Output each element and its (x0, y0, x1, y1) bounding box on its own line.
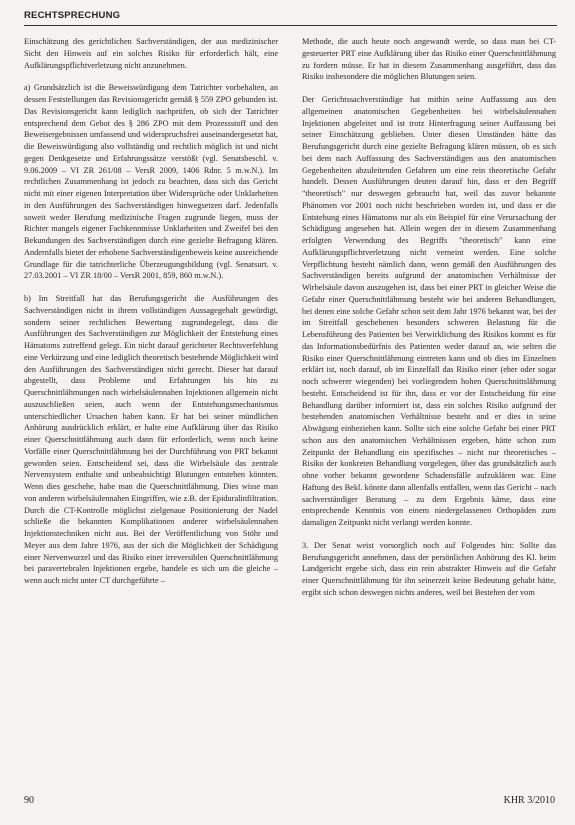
paragraph: Der Gerichtssachverständige hat mithin seine Auffassung aus den allgemeinen anatomischen Gegebenheiten bei wirbelsäulennahen Injektionen abgeleitet und ist trotz Hinterfragung seiner Auffassung bei seiner Einschätzung geblieben. Unter diesen Umständen hätte das Berufungsgericht durch eine gezielte Befragung klären müssen, ob es sich bei dem nach Auffassung des Sachverständigen aus den anatomischen Gegebenheiten abzuleitenden Gefahren um eine rein theoretische Gefahr handelt. Dessen Ausführungen deuten darauf hin, dass er den Begriff "theoretisch" nur deswegen gebraucht hat, weil das zuvor bekannte Phänomen vor 2001 noch nicht beschrieben worden ist, und dass er die Entstehung eines Hämatoms nur als ein Beispiel für eine Verursachung der Schädigung angesehen hat. Allein wegen der in diesem Zusammenhang erfolgten Verwendung des Begriffs "theoretisch" kann eine Aufklärungspflichtverletzung nicht verneint werden. Eine solche Verpflichtung besteht nämlich dann, wenn gemäß den Ausführungen des Sachverständigen bereits aufgrund der anatomischen Verhältnisse der Wirbelsäule davon auszugehen ist, dass bei einer PRT in gleicher Weise die Gefahr einer Querschnittlähmung besteht wie bei anderen Behandlungen, bei denen eine solche Gefahr schon seit dem Jahr 1976 bekannt war, bei der im Streitfall geschehenen besonders schweren Belastung für die Lebensführung des Patienten bei Verwirklichung des Risikos kommt es für das Informationsbedürfnis des Patienten weder darauf an, wie selten die Risiko einer Querschnittlähmung eintreten kann und ob dies im Einzelnen erklärt ist, noch darauf, ob im Einzelfall das Risiko einer (eher oder sogar noch schwerer wiegenden) bei vorliegendem hohen Querschnittslähmung besteht. Entscheidend ist für ihn, dass er vor der Entscheidung für eine Behandlung darüber informiert ist, dass ein solches Risiko aufgrund der bestehenden anatomischen Verhältnisse besteht und er dies in seine Abwägung einbeziehen kann. Sollte sich eine solche Gefahr bei einer PRT schon aus den anatomischen Verhältnissen ergeben, hätte schon zum Zeitpunkt der Behandlung ein spezifisches – nicht nur theoretisches – Risiko der konkreten Behandlung vorgelegen, über das grundsätzlich auch ohne vorher bekannt gewordene Schadensfälle aufzuklären war. Eine Haftung des Bekl. könnte dann allenfalls entfallen, wenn das Gericht – nach sachverständiger Beratung – zu dem Ergebnis käme, dass eine entsprechende Kenntnis von einem niedergelassenen Orthopäden zum damaligen Zeitpunkt nicht verlangt werden konnte. (302, 95, 556, 527)
paragraph: 3. Der Senat weist vorsorglich noch auf Folgendes hin: Sollte das Berufungsgericht annehmen, dass der persönlichen Anhörung des Kl. beim Landgericht ergebe sich, dass ein rein abstrakter Hinweis auf die Gefahr einer Querschnittlähmung für ihn seinerzeit keine Bedeutung gehabt hätte, ergibt sich schon deswegen nichts anderes, weil bei Bestehen der vom (302, 540, 556, 597)
section-header: RECHTSPRECHUNG (24, 10, 121, 21)
paragraph: b) Im Streitfall hat das Berufungsgericht die Ausführungen des Sachverständigen nicht in ihrem vollständigen Aussagegehalt gewürdigt, sondern seiner rechtlichen Bewertung zugrundegelegt, dass die Ausführungen des Sachverständigen zur Möglichkeit der Entstehung eines Hämatoms zutreffend gelegt. Ein nicht darauf gerichteter Rechtsverfehlung eine Verkürzung und eine lediglich theoretisch bestehende Möglichkeit wird den Ausführungen des Sachverständigen nicht gerecht. Dieser hat darauf abgestellt, dass Probleme und Erfahrungen bis hin zu Querschnittlähmungen nach wirbelsäulennahen Injektionen allgemein nicht auszuschließen seien, auch wenn der Entstehungsmechanismus unterschiedlicher Ursachen haben kann. Er hat bei seiner mündlichen Anhörung ausdrücklich erklärt, er halte eine Aufklärung über das Risiko einer Querschnittlähmung auch dann für erforderlich, wenn noch keine Vorfälle einer Querschnittlähmung bei der Durchführung von PRT bekannt geworden seien. Entscheidend sei, dass die Wirbelsäule das zentrale Nervensystem enthalte und unbeabsichtigt Blutungen entstehen könnten. Wenn dies geschehe, habe man die Querschnittlähmung. Dies wisse man von anderen wirbelsäulennahen Eingriffen, wie z.B. der Epiduralinfiltration. Durch die CT-Kontrolle möglichst zielgenaue Positionierung der Nadel schließe die bekannten Komplikationen anderer wirbelsäulennahen Injektionstechniken nicht aus. Bei der Veröffentlichung von Stöhr und Meyer aus dem Jahre 1976, aus der sich die Möglichkeit der Schädigung einer Nervenwurzel und das Risiko einer irreversiblen Querschnittlähmung bei paravertebralen Injektionen ergebe, handele es sich um die gleiche – wenn auch nicht unter CT durchgeführte – (24, 294, 278, 585)
header-rule (24, 25, 557, 26)
journal-issue: KHR 3/2010 (503, 795, 555, 806)
page-number: 90 (24, 795, 34, 806)
paragraph: Einschätzung des gerichtlichen Sachverständigen, der aus medizinischer Sicht den Hinweis auf ein solches Risiko für erforderlich hält, eine Aufklärungspflichtverletzung nicht anzunehmen. (24, 37, 278, 70)
right-column (302, 36, 556, 786)
left-column (24, 36, 278, 786)
paragraph: Methode, die auch heute noch angewandt werde, so dass man bei CT-gesteuerter PRT eine Aufklärung über das Risiko einer Querschnittlähmung zu fordern müsse. Er hat in diesem Zusammenhang ausgeführt, dass das Risiko insbesondere die möglichen Blutungen seien. (302, 37, 556, 82)
paragraph: a) Grundsätzlich ist die Beweiswürdigung dem Tatrichter vorbehalten, an dessen Feststellungen das Revisionsgericht gemäß § 559 ZPO gebunden ist. Das Revisionsgericht kann lediglich nachprüfen, ob sich der Tatrichter entsprechend dem Gebot des § 286 ZPO mit dem Prozessstoff und den Beweisergebnissen umfassend und widerspruchsfrei auseinandergesetzt hat, die Beweiswürdigung also vollständig und rechtlich möglich ist und nicht gegen Denkgesetze und Erfahrungssätze verstößt (vgl. Senatsbeschl. v. 9.06.2009 – VI ZR 261/08 – VersR 2009, 1406 Rdnr. 5 m.w.N.). Im rechtlichen Zusammenhang ist jedoch zu beachten, dass sich das Gericht nicht mit einer eigenen Interpretation über Widersprüche oder Unklarheiten in den Ausführungen des Sachverständigen hinwegsetzen darf. Jedenfalls soweit weder Berufung medizinische Fragen zugrunde liegen, muss der Richter mangels eigener Fachkenntnisse Unklarheiten und Zweifel bei den Bekundungen des Sachverständigen durch eine gezielte Befragung klären. Andernfalls bietet der erhobene Sachverständigenbeweis keine ausreichende Grundlage für die tatrichterliche Überzeugungsbildung (vgl. Senatsurt. v. 27.03.2001 – VI ZR 18/00 – VersR 2001, 859, 860 m.w.N.). (24, 83, 278, 281)
